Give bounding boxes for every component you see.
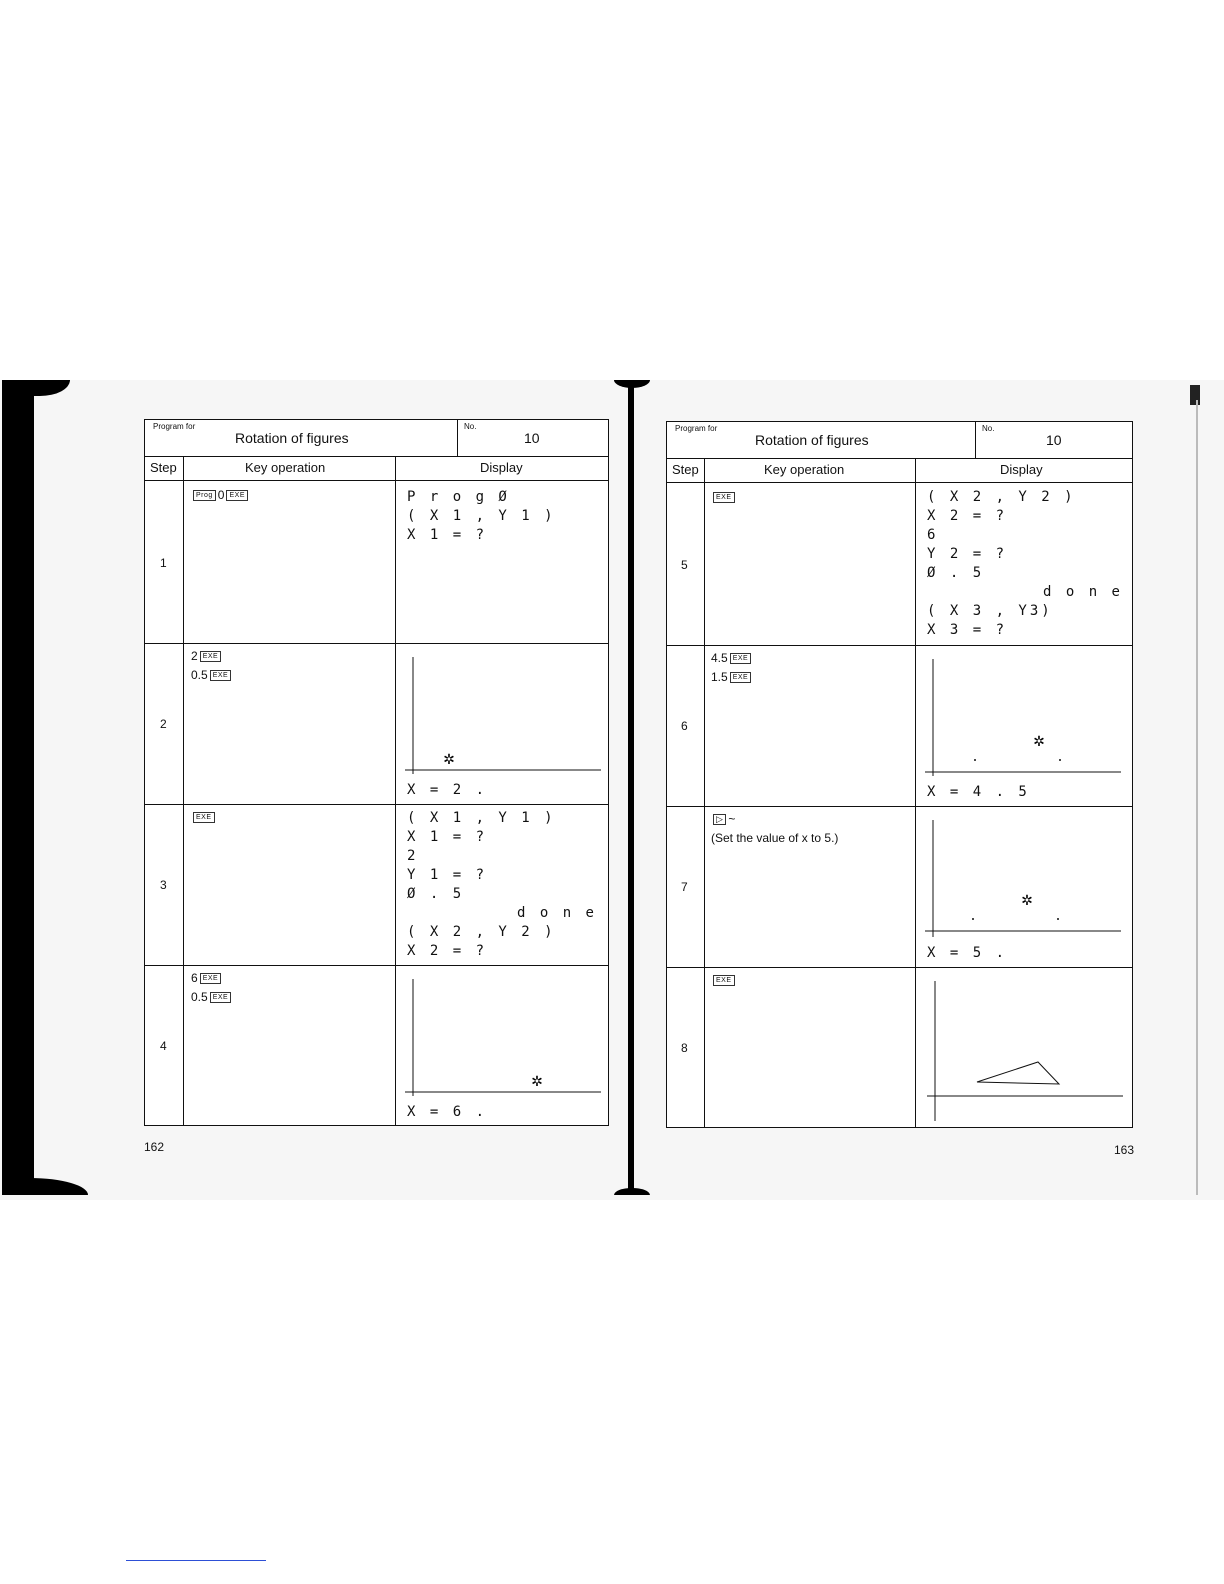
graph-display <box>923 654 1123 780</box>
key-value: 1.5 <box>711 670 728 684</box>
display-text <box>407 809 597 961</box>
display-text <box>407 488 556 545</box>
column-key-operation: Key operation <box>245 460 326 475</box>
key-operation <box>711 488 737 507</box>
column-divider <box>395 456 396 1125</box>
key-operation <box>191 486 250 505</box>
rotated-triangle <box>977 1062 1059 1084</box>
display-readout: X = 4 . 5 <box>927 784 1030 800</box>
graph-display <box>923 815 1123 941</box>
display-done: d o n e <box>516 905 597 921</box>
column-divider <box>915 458 916 1127</box>
key-operation <box>191 808 217 827</box>
step-number: 7 <box>681 880 688 894</box>
column-display: Display <box>1000 462 1043 477</box>
exe-key: EXE <box>200 651 222 662</box>
cursor-right-key: ▷ <box>713 814 726 825</box>
display-line: ( X 1 , Y 1 ) <box>407 810 556 826</box>
column-divider <box>183 456 184 1125</box>
display-line: P r o g Ø <box>407 489 510 505</box>
row-divider <box>145 965 608 966</box>
display-line: ( X 1 , Y 1 ) <box>407 508 556 524</box>
book-gutter <box>628 380 634 1195</box>
key-operation <box>191 647 233 685</box>
display-line: Ø . 5 <box>407 886 465 902</box>
graph-display <box>403 974 603 1100</box>
step-number: 2 <box>160 717 167 731</box>
row-divider <box>667 806 1132 807</box>
display-line: X 1 = ? <box>407 527 488 543</box>
plotted-point <box>1057 918 1059 920</box>
display-readout: X = 2 . <box>407 782 488 798</box>
key-value: 4.5 <box>711 651 728 665</box>
page-number: 163 <box>1114 1143 1135 1157</box>
display-line: X 3 = ? <box>927 622 1008 638</box>
row-divider <box>667 645 1132 646</box>
book-page-edge <box>1196 400 1198 1195</box>
book-binding-edge <box>2 380 34 1195</box>
display-line: ( X 3 , Y3) <box>927 603 1053 619</box>
display-line: Y 2 = ? <box>927 546 1008 562</box>
graph-display <box>403 652 603 778</box>
column-divider <box>704 458 705 1127</box>
page-number: 162 <box>144 1140 165 1154</box>
column-headers <box>667 458 1132 483</box>
exe-key: EXE <box>730 653 752 664</box>
key-operation <box>711 971 737 990</box>
key-value: 0.5 <box>191 668 208 682</box>
key-value: 6 <box>191 971 198 985</box>
program-number: 10 <box>524 430 540 446</box>
sheet-header <box>667 422 1132 459</box>
program-title: Rotation of figures <box>235 430 349 446</box>
program-sheet-right <box>666 421 1133 1128</box>
blinking-cursor-icon: ✲ <box>1033 734 1045 750</box>
exe-key: EXE <box>210 992 232 1003</box>
plotted-point <box>1059 759 1061 761</box>
display-line: X 2 = ? <box>407 943 488 959</box>
program-number-label: No. <box>982 424 995 433</box>
plotted-point <box>974 759 976 761</box>
program-number-label: No. <box>464 422 477 431</box>
exe-key: EXE <box>226 490 248 501</box>
sheet-header <box>145 420 608 457</box>
display-line: ( X 2 , Y 2 ) <box>927 489 1076 505</box>
program-number: 10 <box>1046 432 1062 448</box>
blinking-cursor-icon: ✲ <box>531 1074 543 1090</box>
key-value: 2 <box>191 649 198 663</box>
display-line: 6 <box>927 527 939 543</box>
program-sheet-left <box>144 419 609 1126</box>
display-line: X 2 = ? <box>927 508 1008 524</box>
book-page-edge <box>1190 385 1200 405</box>
column-step: Step <box>150 460 177 475</box>
program-title: Rotation of figures <box>755 432 869 448</box>
blinking-cursor-icon: ✲ <box>443 752 455 768</box>
step-number: 3 <box>160 878 167 892</box>
step-number: 4 <box>160 1039 167 1053</box>
exe-key: EXE <box>193 812 215 823</box>
column-key-operation: Key operation <box>764 462 845 477</box>
display-done: d o n e <box>1042 584 1123 600</box>
row-divider <box>145 643 608 644</box>
key-tilde: ~ <box>728 812 736 826</box>
display-text <box>927 488 1123 640</box>
column-headers <box>145 456 608 481</box>
step-number: 1 <box>160 556 167 570</box>
key-value: 0.5 <box>191 990 208 1004</box>
graph-display <box>923 976 1127 1124</box>
plotted-point <box>972 918 974 920</box>
exe-key: EXE <box>713 492 735 503</box>
program-number-box <box>457 420 608 456</box>
prog-key: Prog <box>193 490 216 501</box>
column-step: Step <box>672 462 699 477</box>
display-line: Y 1 = ? <box>407 867 488 883</box>
blinking-cursor-icon: ✲ <box>1021 893 1033 909</box>
exe-key: EXE <box>730 672 752 683</box>
exe-key: EXE <box>210 670 232 681</box>
step-note: (Set the value of x to 5.) <box>711 831 839 845</box>
program-for-label: Program for <box>153 422 196 431</box>
step-number: 6 <box>681 719 688 733</box>
key-operation <box>711 810 838 848</box>
display-readout: X = 6 . <box>407 1104 488 1120</box>
row-divider <box>145 804 608 805</box>
step-number: 5 <box>681 558 688 572</box>
program-number-box <box>975 422 1132 458</box>
exe-key: EXE <box>713 975 735 986</box>
key-operation <box>191 969 233 1007</box>
display-readout: X = 5 . <box>927 945 1008 961</box>
exe-key: EXE <box>200 973 222 984</box>
step-number: 8 <box>681 1041 688 1055</box>
key-operation <box>711 649 753 687</box>
column-display: Display <box>480 460 523 475</box>
program-for-label: Program for <box>675 424 718 433</box>
row-divider <box>667 967 1132 968</box>
book-gutter-cap <box>614 1188 650 1195</box>
display-line: Ø . 5 <box>927 565 985 581</box>
display-line: X 1 = ? <box>407 829 488 845</box>
key-digit: 0 <box>217 488 225 502</box>
display-line: ( X 2 , Y 2 ) <box>407 924 556 940</box>
display-line: 2 <box>407 848 419 864</box>
footer-underline <box>126 1560 266 1561</box>
